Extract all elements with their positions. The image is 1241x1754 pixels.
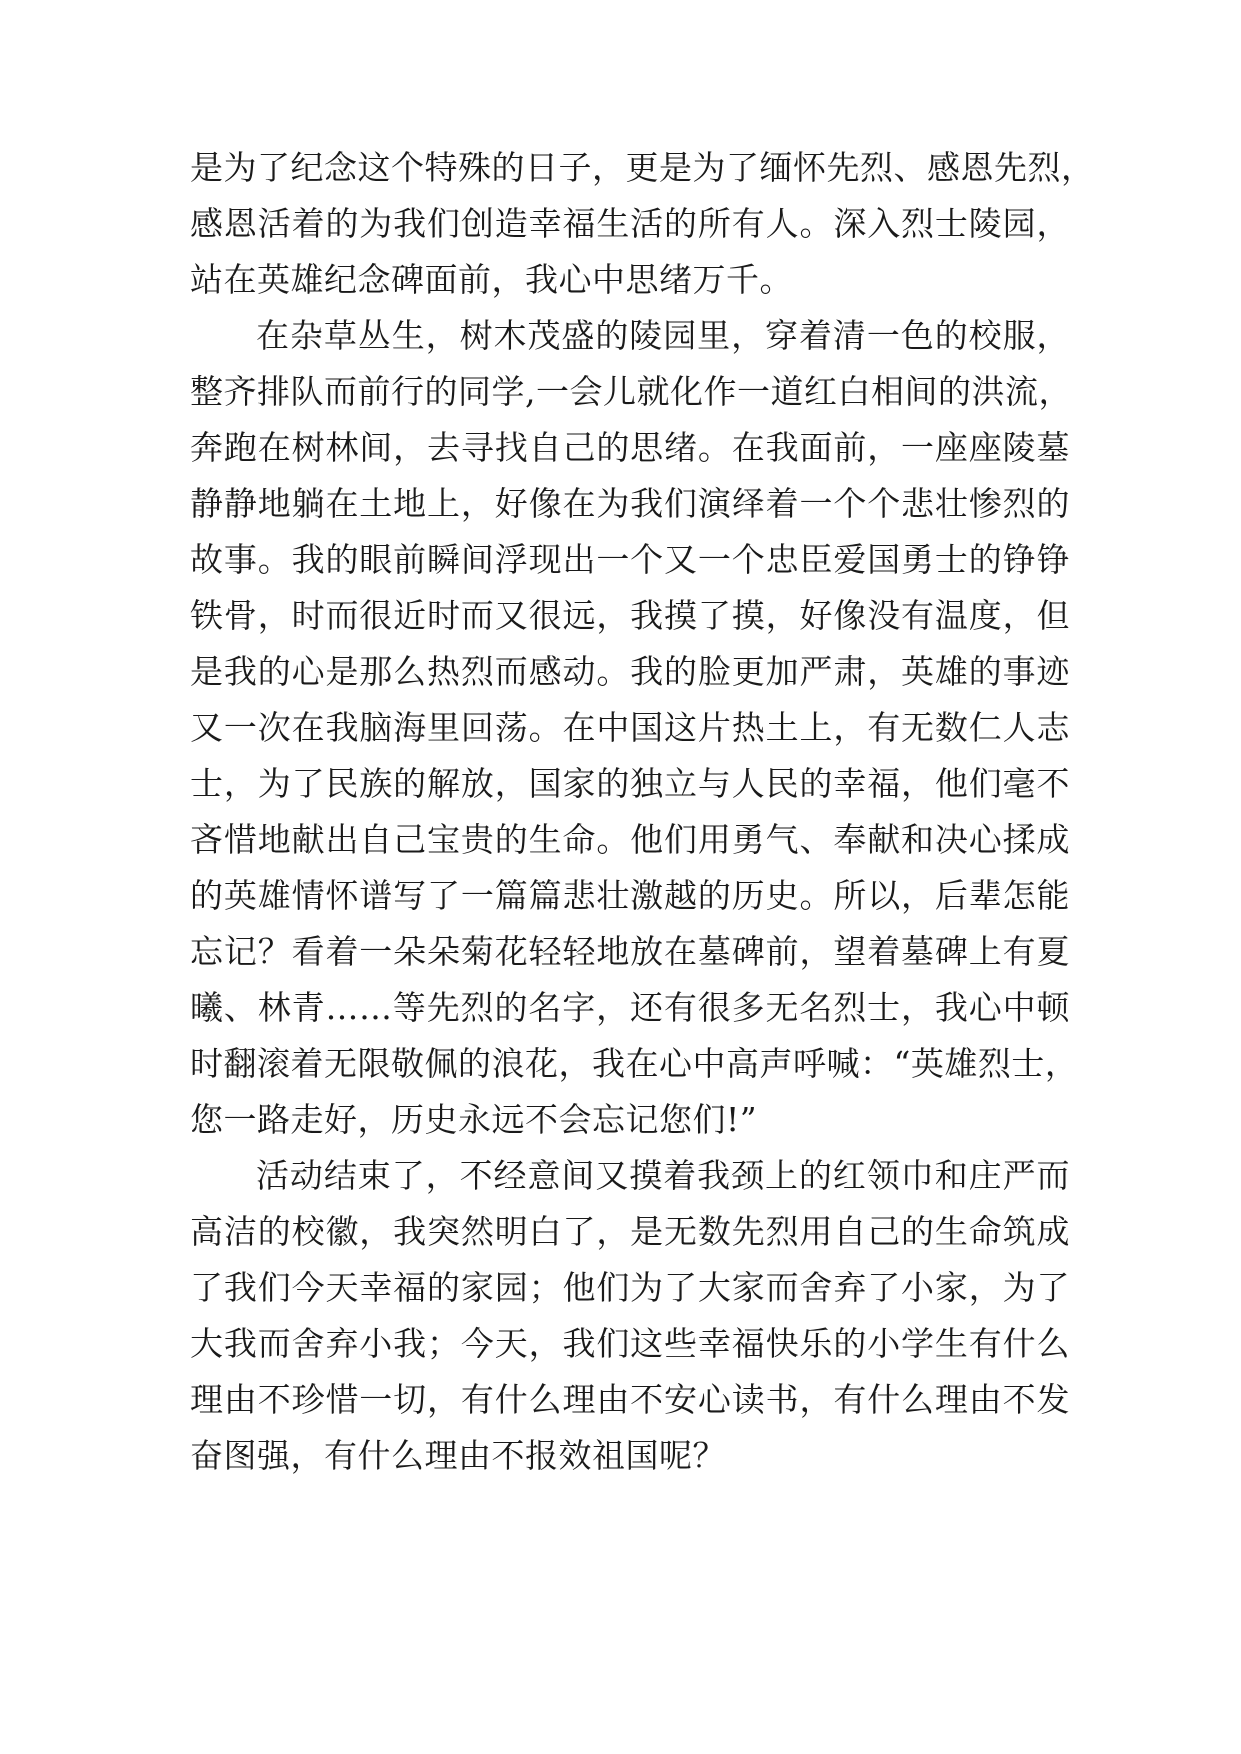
paragraph-2-line-9: 士，为了民族的解放，国家的独立与人民的幸福，他们毫不 xyxy=(190,764,1070,803)
paragraph-1-line-3: 站在英雄纪念碑面前，我心中思绪万千。 xyxy=(190,260,793,299)
paragraph-3-line-3: 了我们今天幸福的家园；他们为了大家而舍弃了小家，为了 xyxy=(190,1268,1070,1307)
paragraph-2-line-2: 整齐排队而前行的同学,一会儿就化作一道红白相间的洪流， xyxy=(190,372,1072,411)
paragraph-3-line-1: 活动结束了，不经意间又摸着我颈上的红领巾和庄严而 xyxy=(256,1156,1070,1195)
paragraph-2-line-10: 吝惜地献出自己宝贵的生命。他们用勇气、奉献和决心揉成 xyxy=(190,820,1070,859)
paragraph-2-line-5: 故事。我的眼前瞬间浮现出一个又一个忠臣爱国勇士的铮铮 xyxy=(190,540,1070,579)
paragraph-2-line-3: 奔跑在树林间，去寻找自己的思绪。在我面前，一座座陵墓 xyxy=(190,428,1070,467)
paragraph-2-line-14: 时翻滚着无限敬佩的浪花，我在心中高声呼喊：“英雄烈士， xyxy=(190,1044,1079,1083)
paragraph-2-line-8: 又一次在我脑海里回荡。在中国这片热土上，有无数仁人志 xyxy=(190,708,1070,747)
paragraph-2-line-6: 铁骨，时而很近时而又很远，我摸了摸，好像没有温度，但 xyxy=(190,596,1070,635)
paragraph-2-line-13: 曦、林青……等先烈的名字，还有很多无名烈士，我心中顿 xyxy=(190,988,1070,1027)
paragraph-3-line-4: 大我而舍弃小我；今天，我们这些幸福快乐的小学生有什么 xyxy=(190,1324,1070,1363)
paragraph-3-line-2: 高洁的校徽，我突然明白了，是无数先烈用自己的生命筑成 xyxy=(190,1212,1070,1251)
paragraph-3-line-5: 理由不珍惜一切，有什么理由不安心读书，有什么理由不发 xyxy=(190,1380,1070,1419)
paragraph-2-line-4: 静静地躺在土地上，好像在为我们演绎着一个个悲壮惨烈的 xyxy=(190,484,1070,523)
paragraph-3-line-6: 奋图强，有什么理由不报效祖国呢？ xyxy=(190,1436,726,1475)
paragraph-2-line-7: 是我的心是那么热烈而感动。我的脸更加严肃，英雄的事迹 xyxy=(190,652,1070,691)
paragraph-2-line-1: 在杂草丛生，树木茂盛的陵园里，穿着清一色的校服， xyxy=(256,316,1070,355)
paragraph-1-line-1: 是为了纪念这个特殊的日子，更是为了缅怀先烈、感恩先烈， xyxy=(190,148,1095,187)
paragraph-2-line-12: 忘记？看着一朵朵菊花轻轻地放在墓碑前，望着墓碑上有夏 xyxy=(190,932,1070,971)
paragraph-2-line-15: 您一路走好，历史永远不会忘记您们!” xyxy=(190,1100,758,1139)
paragraph-2-line-11: 的英雄情怀谱写了一篇篇悲壮激越的历史。所以，后辈怎能 xyxy=(190,876,1070,915)
paragraph-1-line-2: 感恩活着的为我们创造幸福生活的所有人。深入烈士陵园， xyxy=(190,204,1070,243)
